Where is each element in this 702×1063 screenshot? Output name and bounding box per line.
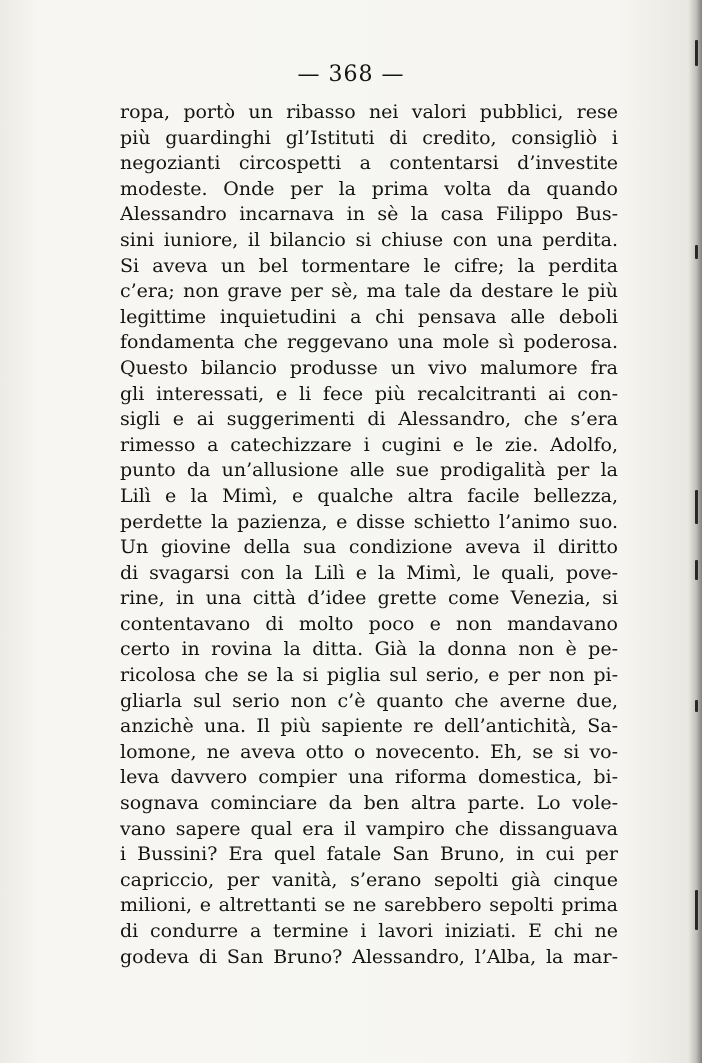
text-line: gliarla sul serio non c’è quanto che averne due, <box>120 689 618 712</box>
edge-mark <box>695 245 698 259</box>
text-line: Si aveva un bel tormentare le cifre; la perdita <box>120 254 618 277</box>
edge-mark <box>695 890 698 930</box>
text-line: Alessandro incarnava in sè la casa Filippo Bus- <box>120 203 618 226</box>
text-line: certo in rovina la ditta. Già la donna non è pe- <box>120 638 618 661</box>
page-number: — 368 — <box>297 62 405 87</box>
edge-mark <box>695 700 698 712</box>
text-line: di condurre a termine i lavori iniziati. E chi ne <box>120 920 618 942</box>
text-line: i Bussini? Era quel fatale San Bruno, in cui per <box>120 843 618 866</box>
text-line: perdette la pazienza, e disse schietto l’animo suo. <box>120 510 618 533</box>
text-line: fondamenta che reggevano una mole sì poderosa. <box>120 331 618 354</box>
text-line: rimesso a catechizzare i cugini e le zie. Adolfo, <box>120 433 618 456</box>
text-line: legittime inquietudini a chi pensava alle deboli <box>120 305 618 328</box>
text-line: godeva di San Bruno? Alessandro, l’Alba, la mar- <box>120 945 618 968</box>
text-line: c’era; non grave per sè, ma tale da destare le più <box>120 280 618 303</box>
text-line: sigli e ai suggerimenti di Alessandro, che s’era <box>120 408 618 431</box>
text-line: lomone, ne aveva otto o novecento. Eh, se si vo- <box>120 740 618 763</box>
text-line: ropa, portò un ribasso nei valori pubblici, rese <box>120 101 618 123</box>
text-line: Questo bilancio produsse un vivo malumore fra <box>120 356 618 379</box>
text-line: leva davvero compier una riforma domestica, bi- <box>120 766 618 789</box>
text-line: Lilì e la Mimì, e qualche altra facile bellezza, <box>120 484 618 507</box>
body-text <box>120 100 618 970</box>
text-line: anzichè una. Il più sapiente re dell’antichità, Sa- <box>120 715 618 738</box>
text-line: sognava cominciare da ben altra parte. Lo vole- <box>120 792 618 815</box>
edge-mark <box>695 560 698 580</box>
text-line: più guardinghi gl’Istituti di credito, consigliò i <box>120 126 618 149</box>
text-line: punto da un’allusione alle sue prodigalità per la <box>120 459 618 482</box>
text-line: di svagarsi con la Lilì e la Mimì, le quali, pove- <box>120 561 618 584</box>
text-line: sini iuniore, il bilancio si chiuse con una perdita. <box>120 228 618 251</box>
text-line: Un giovine della sua condizione aveva il diritto <box>120 536 618 559</box>
text-line: rine, in una città d’idee grette come Venezia, si <box>120 587 618 610</box>
edge-mark <box>695 490 698 524</box>
text-line: contentavano di molto poco e non mandavano <box>120 612 618 635</box>
text-line: milioni, e altrettanti se ne sarebbero sepolti prima <box>120 894 618 917</box>
text-line: negozianti circospetti a contentarsi d’investite <box>120 152 618 175</box>
text-line: modeste. Onde per la prima volta da quando <box>120 177 618 200</box>
text-line: vano sapere qual era il vampiro che dissanguava <box>120 817 618 840</box>
text-line: ricolosa che se la si piglia sul serio, e per non pi- <box>120 664 618 687</box>
text-line: gli interessati, e li fece più recalcitranti ai con- <box>120 382 618 405</box>
text-line: capriccio, per vanità, s’erano sepolti già cinque <box>120 868 618 891</box>
